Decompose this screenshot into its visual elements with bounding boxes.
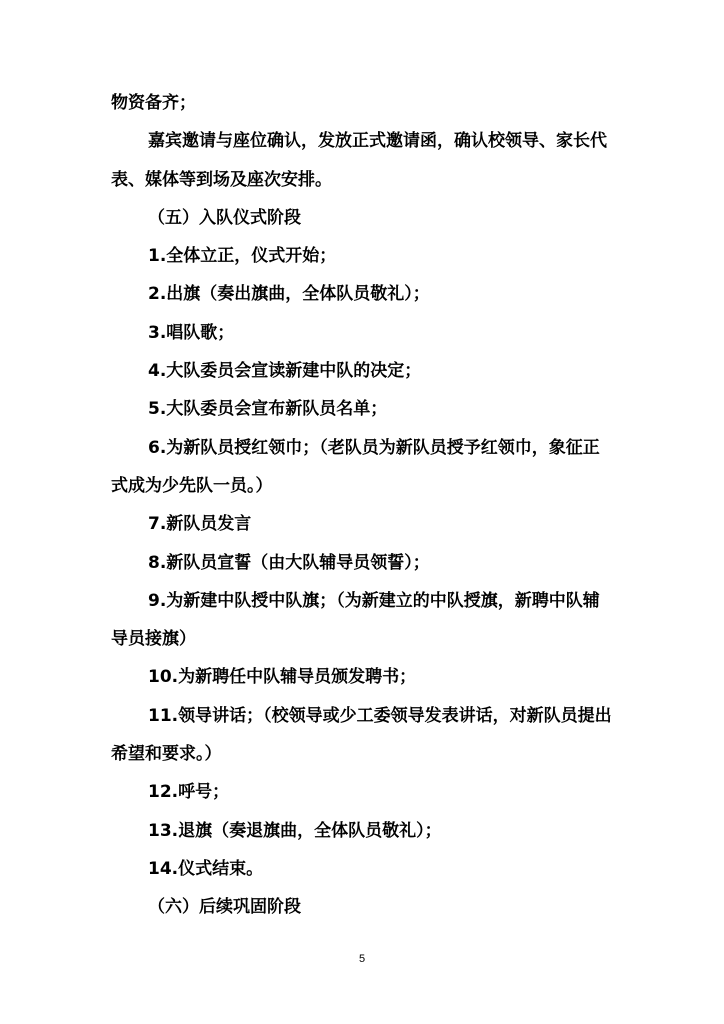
list-item: 8.新队员宣誓（由大队辅导员领誓）； [148, 552, 430, 573]
list-item: 9.为新建中队授中队旗；（为新建立的中队授旗，新聘中队辅导员接旗） [111, 590, 600, 650]
list-item: 11.领导讲话；（校领导或少工委领导发表讲话，对新队员提出希望和要求。） [111, 705, 612, 765]
list-item: 4.大队委员会宣读新建中队的决定； [148, 361, 422, 382]
list-item: 1.全体立正，仪式开始； [148, 246, 337, 267]
list-item: 2.出旗（奏出旗曲，全体队员敬礼）； [148, 284, 430, 305]
list-item: 3.唱队歌； [148, 322, 235, 343]
section-heading-follow-up: （六）后续巩固阶段 [148, 897, 301, 918]
list-item: 14.仪式结束。 [148, 858, 264, 879]
list-item: 6.为新队员授红领巾；（老队员为新队员授予红领巾，象征正式成为少先队一员。） [111, 437, 600, 496]
list-item: 10.为新聘任中队辅导员颁发聘书； [148, 667, 417, 688]
document-body [111, 84, 616, 927]
list-item: 12.呼号； [148, 782, 230, 803]
list-item: 7.新队员发言 [148, 514, 252, 535]
paragraph-guest-invitation: 嘉宾邀请与座位确认，发放正式邀请函，确认校领导、家长代表、媒体等到场及座次安排。 [111, 131, 607, 190]
list-item: 13.退旗（奏退旗曲，全体队员敬礼）； [148, 820, 442, 841]
page-number: 5 [358, 953, 366, 965]
section-heading-induction-ceremony: （五）入队仪式阶段 [148, 207, 301, 228]
paragraph-supplies: 物资备齐； [111, 93, 196, 113]
list-item: 5.大队委员会宣布新队员名单； [148, 399, 388, 420]
